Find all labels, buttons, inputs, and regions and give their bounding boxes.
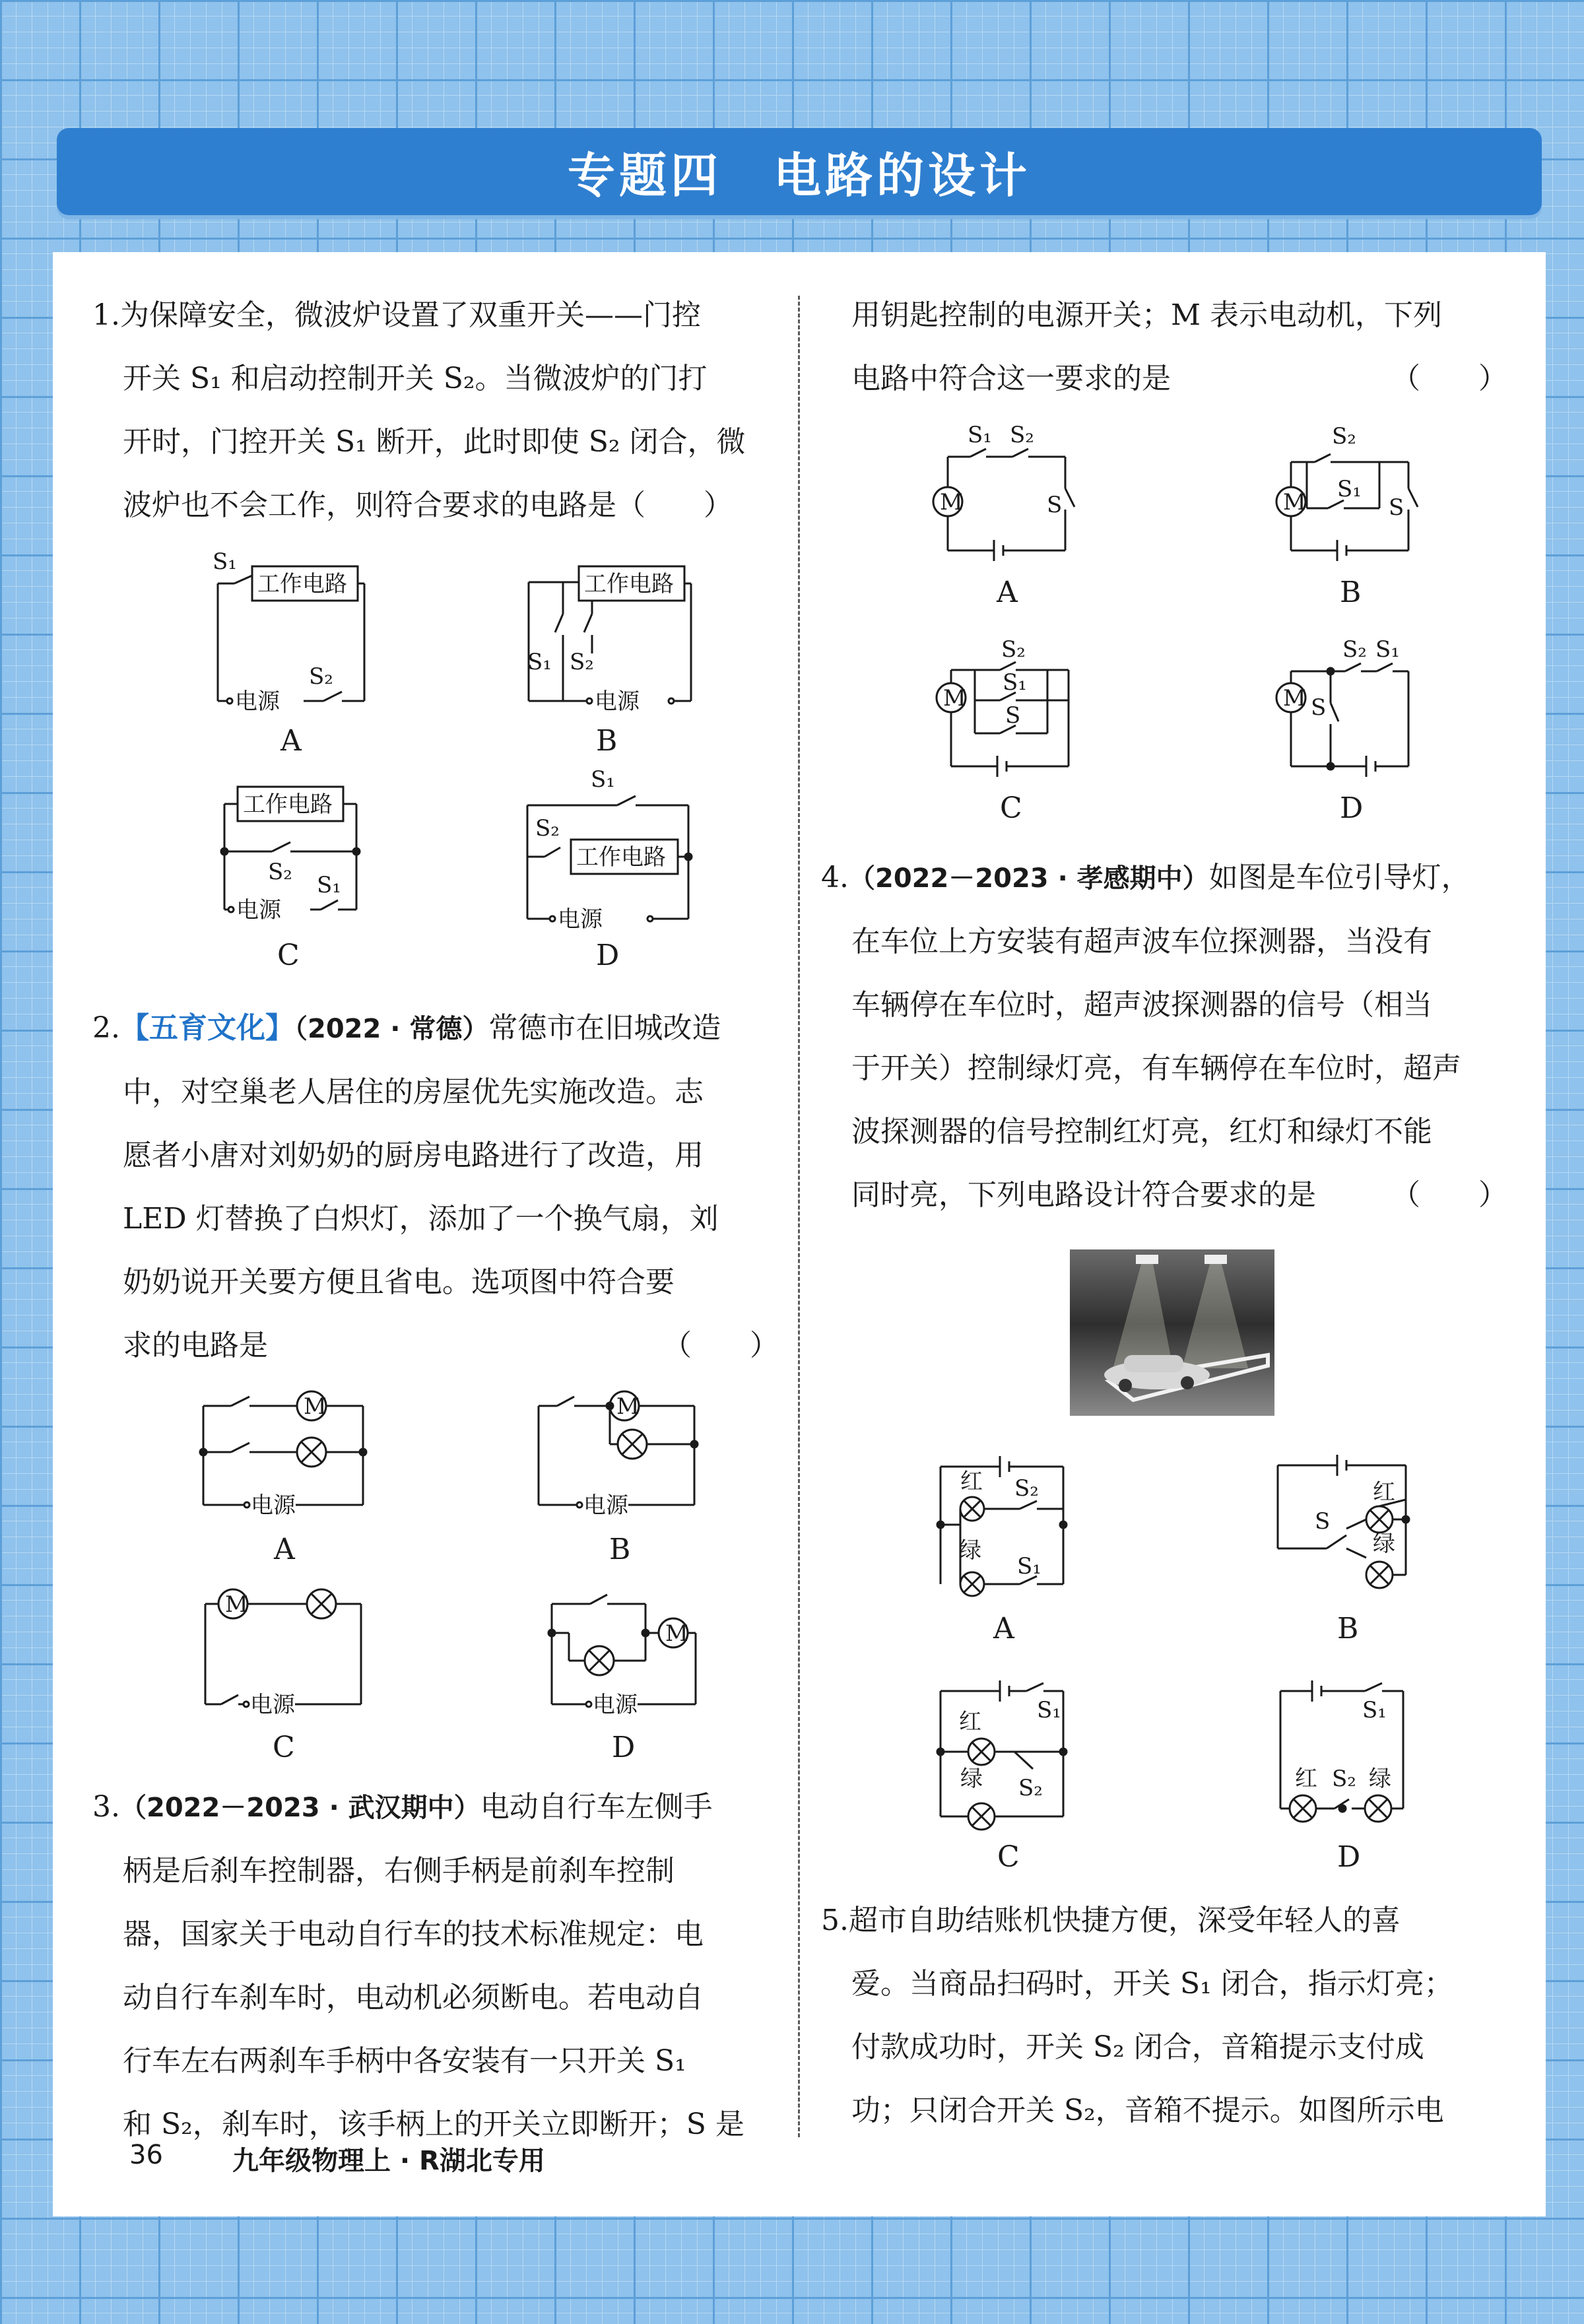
q2-answer-paren[interactable]: （ ） bbox=[663, 1329, 779, 1362]
q4c-green: 绿 bbox=[960, 1766, 983, 1792]
q3-source: （2022－2023 · 武汉期中） bbox=[119, 1793, 480, 1823]
q1-circuit-c bbox=[211, 779, 409, 983]
question-4 bbox=[821, 846, 1507, 1227]
q2c-power: 电源 bbox=[250, 1692, 295, 1718]
parking-scene bbox=[1070, 1249, 1274, 1416]
q3b-s2: S₂ bbox=[1332, 423, 1356, 449]
q1b-s1: S₁ bbox=[527, 649, 552, 675]
q3-answer-paren[interactable]: （ ） bbox=[1391, 362, 1507, 395]
q4-line-4: 于开关）控制绿灯亮，有车辆停在车位时，超声 bbox=[851, 1051, 1461, 1085]
q1d-power: 电源 bbox=[558, 906, 603, 933]
q3-circuit-c bbox=[927, 637, 1099, 835]
page-number: 36 bbox=[129, 2140, 163, 2170]
q4c-s1: S₁ bbox=[1037, 1697, 1061, 1723]
q5-line-3: 付款成功时，开关 S₂ 闭合，音箱提示支付成 bbox=[851, 2030, 1424, 2064]
q3b-s: S bbox=[1389, 494, 1404, 521]
q1-line-2: 开关 S₁ 和启动控制开关 S₂。当微波炉的门打 bbox=[123, 362, 708, 395]
q2-circuit-b bbox=[533, 1386, 718, 1577]
q1d-s1: S₁ bbox=[591, 766, 615, 793]
q1a-power: 电源 bbox=[235, 688, 280, 715]
q2d-label: D bbox=[612, 1731, 636, 1764]
q3-circuit-a bbox=[924, 422, 1096, 620]
q2-source: （2022 · 常德） bbox=[294, 1014, 489, 1044]
q2-line-5: 奶奶说开关要方便且省电。选项图中符合要 bbox=[123, 1265, 675, 1299]
q3c-label: C bbox=[1000, 791, 1022, 825]
q4a-s1: S₁ bbox=[1017, 1553, 1041, 1579]
q5-line-4: 功；只闭合开关 S₂，音箱不提示。如图所示电 bbox=[851, 2094, 1444, 2127]
q4b-green: 绿 bbox=[1373, 1531, 1395, 1557]
q2c-label: C bbox=[273, 1731, 295, 1764]
q4-line-5: 波探测器的信号控制红灯亮，红灯和绿灯不能 bbox=[851, 1115, 1432, 1148]
q1c-s1: S₁ bbox=[317, 872, 341, 898]
q4-line-6: 同时亮，下列电路设计符合要求的是 （ ） bbox=[821, 1164, 1507, 1227]
q5-line-1: 5.超市自助结账机快捷方便，深受年轻人的喜 bbox=[821, 1904, 1401, 1937]
q2-line-4: LED 灯替换了白炽灯，添加了一个换气扇，刘 bbox=[123, 1202, 719, 1236]
q4a-green: 绿 bbox=[959, 1537, 981, 1564]
q1d-work: 工作电路 bbox=[576, 844, 666, 871]
q4-circuit-d bbox=[1274, 1670, 1445, 1881]
q3-circuit-b bbox=[1267, 422, 1439, 620]
q3b-s1: S₁ bbox=[1337, 476, 1362, 502]
q4a-s2: S₂ bbox=[1014, 1475, 1039, 1502]
q2c-m: M bbox=[225, 1591, 248, 1618]
q3c-s: S bbox=[1005, 702, 1021, 729]
q1-line-3: 开时，门控开关 S₁ 断开，此时即使 S₂ 闭合，微 bbox=[123, 425, 746, 459]
q1c-s2: S₂ bbox=[268, 859, 292, 885]
q3-circuit-d bbox=[1267, 637, 1439, 835]
q3d-m: M bbox=[1283, 685, 1306, 712]
question-5 bbox=[821, 1889, 1507, 2142]
q3-line-2: 柄是后刹车控制器，右侧手柄是前刹车控制 bbox=[123, 1854, 675, 1888]
q3-line-3: 器，国家关于电动自行车的技术标准规定：电 bbox=[123, 1917, 704, 1951]
page-title: 专题四 电路的设计 bbox=[567, 148, 1031, 203]
q3-line-4: 动自行车刹车时，电动机必须断电。若电动自 bbox=[123, 1981, 704, 2014]
q3b-label: B bbox=[1340, 576, 1362, 609]
q4d-red: 红 bbox=[1295, 1766, 1317, 1792]
q3c-s2: S₂ bbox=[1001, 636, 1026, 663]
q2d-power: 电源 bbox=[593, 1692, 638, 1718]
q3d-s1: S₁ bbox=[1375, 636, 1400, 663]
q3a-label: A bbox=[997, 576, 1018, 609]
q2-line-3: 愿者小唐对刘奶奶的厨房电路进行了改造，用 bbox=[123, 1139, 704, 1172]
q4b-label: B bbox=[1337, 1612, 1359, 1645]
q1-circuit-b bbox=[518, 548, 716, 766]
q2a-label: A bbox=[274, 1533, 295, 1566]
q1c-label: C bbox=[277, 939, 300, 972]
q4a-label: A bbox=[993, 1612, 1014, 1645]
q2b-label: B bbox=[609, 1533, 631, 1566]
q3-cont-line-2: 电路中符合这一要求的是 （ ） bbox=[821, 347, 1507, 411]
q1-circuit-d bbox=[518, 766, 716, 983]
question-3-continued bbox=[821, 284, 1507, 411]
q4-answer-paren[interactable]: （ ） bbox=[1391, 1178, 1507, 1212]
q3c-s1: S₁ bbox=[1003, 669, 1027, 696]
q2d-m: M bbox=[665, 1620, 688, 1647]
question-3 bbox=[92, 1776, 779, 2156]
q5-line-2: 爱。当商品扫码时，开关 S₁ 闭合，指示灯亮； bbox=[851, 1967, 1453, 2001]
q4c-label: C bbox=[997, 1840, 1020, 1874]
q4b-s: S bbox=[1315, 1508, 1331, 1535]
q2a-power: 电源 bbox=[251, 1492, 296, 1519]
q2-tag: 【五育文化】 bbox=[119, 1011, 294, 1045]
q4d-label: D bbox=[1337, 1840, 1361, 1874]
book-title: 九年级物理上 · R湖北专用 bbox=[232, 2146, 545, 2176]
q2-circuit-c bbox=[201, 1584, 386, 1776]
q2a-m: M bbox=[304, 1393, 327, 1420]
q1b-work: 工作电路 bbox=[584, 571, 674, 597]
q1a-label: A bbox=[280, 724, 302, 758]
q3d-s: S bbox=[1311, 694, 1327, 721]
q3a-m: M bbox=[940, 489, 963, 515]
q2-circuit-a bbox=[198, 1386, 383, 1577]
q4-circuit-b bbox=[1274, 1445, 1445, 1657]
q2-line-1: 2.【五育文化】（2022 · 常德）常德市在旧城改造 bbox=[92, 1011, 721, 1045]
q3b-m: M bbox=[1283, 489, 1306, 515]
q2b-m: M bbox=[616, 1393, 640, 1420]
q1d-label: D bbox=[596, 939, 620, 972]
q3a-s: S bbox=[1047, 492, 1063, 518]
q3-cont-line-1: 用钥匙控制的电源开关；M 表示电动机，下列 bbox=[851, 298, 1443, 332]
q4d-green: 绿 bbox=[1369, 1766, 1391, 1792]
q4a-red: 红 bbox=[960, 1469, 983, 1495]
q4c-red: 红 bbox=[959, 1709, 981, 1735]
q1-line-4: 波炉也不会工作，则符合要求的电路是（ ） bbox=[123, 488, 733, 522]
q4b-red: 红 bbox=[1373, 1479, 1395, 1506]
q3a-s2: S₂ bbox=[1010, 422, 1034, 448]
q4-line-1: 4.（2022－2023 · 孝感期中）如图是车位引导灯， bbox=[821, 861, 1470, 894]
q1c-power: 电源 bbox=[236, 897, 281, 923]
q3-line-6: 和 S₂，刹车时，该手柄上的开关立即断开；S 是 bbox=[123, 2108, 744, 2141]
q3a-s1: S₁ bbox=[968, 422, 992, 448]
q1d-s2: S₂ bbox=[535, 815, 560, 842]
question-1 bbox=[92, 284, 779, 537]
q1c-work: 工作电路 bbox=[243, 791, 333, 818]
q4d-s1: S₁ bbox=[1362, 1697, 1387, 1723]
q4d-s2: S₂ bbox=[1332, 1766, 1356, 1792]
q2-circuit-d bbox=[536, 1584, 721, 1776]
q1b-label: B bbox=[596, 724, 618, 758]
q4-circuit-c bbox=[934, 1670, 1106, 1881]
q2-line-6: 求的电路是 （ ） bbox=[92, 1314, 779, 1378]
q4-source: （2022－2023 · 孝感期中） bbox=[848, 863, 1209, 894]
q2b-power: 电源 bbox=[583, 1492, 628, 1519]
q1b-power: 电源 bbox=[595, 688, 640, 715]
q1-circuit-a bbox=[198, 548, 396, 766]
column-divider bbox=[798, 296, 800, 2137]
question-2 bbox=[92, 997, 779, 1378]
q1b-s2: S₂ bbox=[570, 649, 594, 675]
q1a-s2: S₂ bbox=[309, 663, 333, 690]
q3c-m: M bbox=[943, 685, 966, 712]
q1-line-1: 1.为保障安全，微波炉设置了双重开关——门控 bbox=[92, 298, 701, 332]
q4-circuit-a bbox=[934, 1445, 1106, 1657]
q2-line-2: 中，对空巢老人居住的房屋优先实施改造。志 bbox=[123, 1075, 704, 1109]
q3-line-5: 行车左右两刹车手柄中各安装有一只开关 S₁ bbox=[123, 2044, 686, 2078]
q1a-s1: S₁ bbox=[213, 548, 237, 575]
q3-line-1: 3.（2022－2023 · 武汉期中）电动自行车左侧手 bbox=[92, 1790, 713, 1824]
title-banner bbox=[57, 128, 1542, 215]
q4-line-2: 在车位上方安装有超声波车位探测器，当没有 bbox=[851, 925, 1432, 958]
q4-line-3: 车辆停在车位时，超声波探测器的信号（相当 bbox=[851, 988, 1432, 1022]
q1a-work: 工作电路 bbox=[257, 571, 347, 597]
q3d-label: D bbox=[1340, 791, 1364, 825]
q3d-s2: S₂ bbox=[1342, 636, 1367, 663]
parking-guide-photo bbox=[1070, 1249, 1274, 1416]
q4c-s2: S₂ bbox=[1018, 1775, 1043, 1801]
